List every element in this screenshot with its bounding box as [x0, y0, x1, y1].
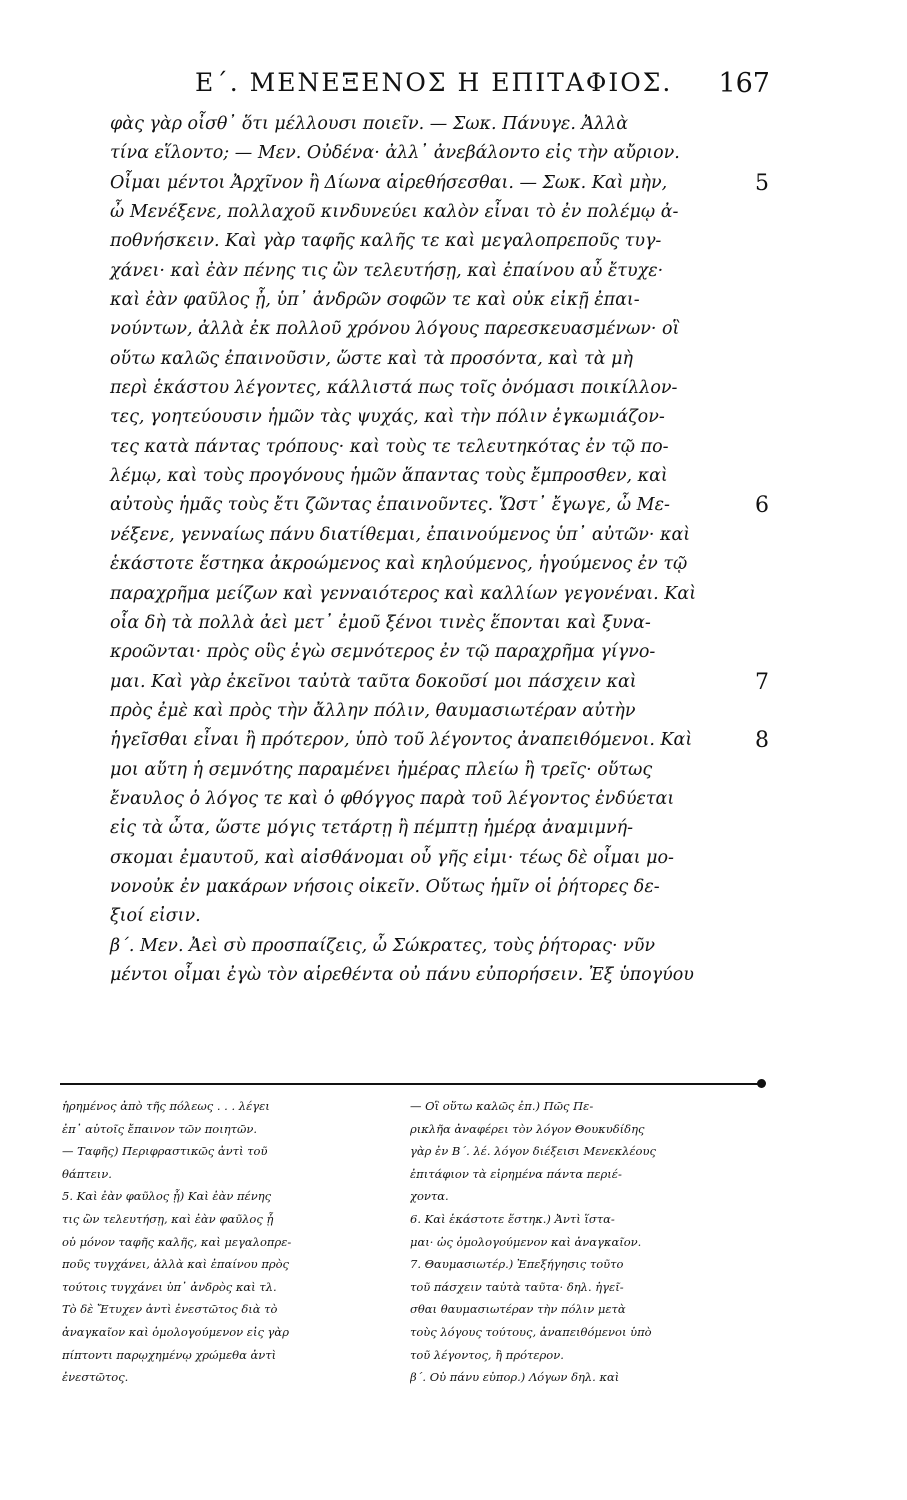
footnote-line: 6. Καὶ ἑκάστοτε ἕστηκ.) Ἀντὶ ἵστα- — [410, 1211, 615, 1226]
footnote-line: μαι· ὡς ὁμολογούμενον καὶ ἀναγκαῖον. — [410, 1234, 642, 1249]
text-line: τες, γοητεύουσιν ἡμῶν τὰς ψυχάς, καὶ τὴν πόλιν ἐγκωμιάζον- — [110, 407, 665, 428]
text-line: περὶ ἑκάστου λέγοντες, κάλλιστά πως τοῖς ὀνόμασι ποικίλλον- — [110, 378, 678, 399]
text-line: λέμῳ, καὶ τοὺς προγόνους ἡμῶν ἅπαντας τοὺς ἔμπροσθεν, καὶ — [110, 466, 668, 487]
footnote-line: οὐ μόνον ταφῆς καλῆς, καὶ μεγαλοπρε- — [62, 1234, 292, 1249]
footnote-line: θάπτειν. — [62, 1166, 112, 1181]
text-line: ὦ Μενέξενε, πολλαχοῦ κινδυνεύει καλὸν εἶναι τὸ ἐν πολέμῳ ἀ- — [110, 202, 679, 223]
text-line: αὐτοὺς ἡμᾶς τοὺς ἔτι ζῶντας ἐπαινοῦντες. Ὥστ᾽ ἔγωγε, ὦ Με- 6 — [110, 491, 750, 520]
section-number: 6 — [755, 493, 769, 519]
text-line: ἔναυλος ὁ λόγος τε καὶ ὁ φθόγγος παρὰ τοῦ λέγοντος ἐνδύεται — [110, 788, 675, 809]
text-line: μέντοι οἶμαι ἐγὼ τὸν αἱρεθέντα οὐ πάνυ εὐπορήσειν. Ἐξ ὑπογύου — [110, 964, 694, 985]
footnote-line: — Ταφῆς) Περιφραστικῶς ἀντὶ τοῦ — [62, 1144, 268, 1159]
text-line: πρὸς ἐμὲ καὶ πρὸς τὴν ἄλλην πόλιν, θαυμασιωτέραν αὐτὴν — [110, 700, 636, 721]
footnote-rule — [60, 1083, 760, 1085]
footnote-line: ἐπ᾽ αὐτοῖς ἔπαινον τῶν ποιητῶν. — [62, 1121, 258, 1136]
footnote-line: 5. Καὶ ἐὰν φαῦλος ᾖ) Καὶ ἐὰν πένης — [62, 1189, 272, 1204]
text-line: οὕτω καλῶς ἐπαινοῦσιν, ὥστε καὶ τὰ προσόντα, καὶ τὰ μὴ — [110, 348, 634, 369]
footnote-line: τοῦ λέγοντος, ἢ πρότερον. — [410, 1347, 564, 1362]
footnote-line: τοὺς λόγους τούτους, ἀναπειθόμενοι ὑπὸ — [410, 1324, 652, 1339]
footnote-line: ρικλῆα ἀναφέρει τὸν λόγον Θουκυδίδης — [410, 1121, 645, 1136]
section-number: 7 — [755, 669, 769, 695]
page-header — [110, 62, 770, 102]
footnote-line: ποῦς τυγχάνει, ἀλλὰ καὶ ἐπαίνου πρὸς — [62, 1257, 289, 1272]
main-text — [110, 110, 769, 990]
footnote-line: τούτοις τυγχάνει ὑπ᾽ ἀνδρὸς καὶ τλ. — [62, 1279, 277, 1294]
text-line: εἰς τὰ ὦτα, ὥστε μόγις τετάρτῃ ἢ πέμπτῃ ἡμέρᾳ ἀναμιμνή- — [110, 818, 633, 839]
text-line: κροῶνται· πρὸς οὓς ἐγὼ σεμνότερος ἐν τῷ παραχρῆμα γίγνο- — [110, 642, 656, 663]
footnote-line: — Οἳ οὕτω καλῶς ἐπ.) Πῶς Πε- — [410, 1099, 594, 1113]
text-line: φὰς γὰρ οἶσθ᾽ ὅτι μέλλουσι ποιεῖν. — Σωκ. Πάνυγε. Ἀλλὰ — [110, 114, 629, 134]
footnote-line: σθαι θαυμασιωτέραν τὴν πόλιν μετὰ — [410, 1302, 626, 1317]
footnote-line: γὰρ ἐν Β΄. λέ. λόγον διέξεισι Μενεκλέους — [410, 1144, 656, 1159]
footnote-line: τοῦ πάσχειν ταὐτὰ ταῦτα· δηλ. ἡγεῖ- — [410, 1279, 624, 1294]
page-number: 167 — [718, 68, 770, 99]
text-line: νονοὐκ ἐν μακάρων νήσοις οἰκεῖν. Οὕτως ἡμῖν οἱ ῥήτορες δε- — [110, 876, 660, 897]
text-line: μαι. Καὶ γὰρ ἐκεῖνοι ταὐτὰ ταῦτα δοκοῦσί μοι πάσχειν καὶ 7 — [110, 668, 750, 697]
text-line: β΄. Μεν. Ἀεὶ σὺ προσπαίζεις, ὦ Σώκρατες, τοὺς ῥήτορας· νῦν — [110, 935, 655, 956]
running-title: Ε΄. ΜΕΝΕΞΕΝΟΣ Η ΕΠΙΤΑΦΙΟΣ. — [195, 68, 673, 97]
footnotes-left-column — [62, 1095, 392, 1389]
footnote-line: χοντα. — [410, 1189, 449, 1204]
text-line: σκομαι ἐμαυτοῦ, καὶ αἰσθάνομαι οὗ γῆς εἰμι· τέως δὲ οἶμαι μο- — [110, 847, 674, 868]
text-line: καὶ ἐὰν φαῦλος ᾖ, ὑπ᾽ ἀνδρῶν σοφῶν τε καὶ οὐκ εἰκῇ ἐπαι- — [110, 290, 640, 311]
footnote-line: Τὸ δὲ Ἔτυχεν ἀντὶ ἐνεστῶτος διὰ τὸ — [62, 1302, 278, 1317]
footnote-line: β΄. Οὐ πάνυ εὐπορ.) Λόγων δηλ. καὶ — [410, 1370, 620, 1385]
text-line: χάνει· καὶ ἐὰν πένης τις ὢν τελευτήσῃ, καὶ ἐπαίνου αὖ ἔτυχε· — [110, 260, 664, 281]
text-line: νούντων, ἀλλὰ ἐκ πολλοῦ χρόνου λόγους παρεσκευασμένων· οἳ — [110, 319, 680, 340]
footnote-line: ἐπιτάφιον τὰ εἰρημένα πάντα περιέ- — [410, 1166, 622, 1181]
text-line: μοι αὕτη ἡ σεμνότης παραμένει ἡμέρας πλείω ἢ τρεῖς· οὕτως — [110, 759, 653, 780]
text-line: οἷα δὴ τὰ πολλὰ ἀεὶ μετ᾽ ἐμοῦ ξένοι τινὲς ἕπονται καὶ ξυνα- — [110, 612, 651, 633]
footnote-line: ἀναγκαῖον καὶ ὁμολογούμενον εἰς γὰρ — [62, 1324, 289, 1339]
text-line: ποθνήσκειν. Καὶ γὰρ ταφῆς καλῆς τε καὶ μεγαλοπρεποῦς τυγ- — [110, 231, 662, 252]
footnote-line: ἡρημένος ἀπὸ τῆς πόλεως . . . λέγει — [62, 1099, 270, 1113]
text-line: Οἶμαι μέντοι Ἀρχῖνον ἢ Δίωνα αἱρεθήσεσθαι. — Σωκ. Καὶ μὴν, 5 — [110, 169, 750, 198]
footnote-line: ἐνεστῶτος. — [62, 1370, 129, 1385]
rule-ornament — [757, 1079, 766, 1088]
text-line: παραχρῆμα μείζων καὶ γενναιότερος καὶ καλλίων γεγονέναι. Καὶ — [110, 583, 697, 604]
text-line: νέξενε, γενναίως πάνυ διατίθεμαι, ἐπαινούμενος ὑπ᾽ αὐτῶν· καὶ — [110, 524, 691, 545]
text-line: ἑκάστοτε ἕστηκα ἀκροώμενος καὶ κηλούμενος, ἡγούμενος ἐν τῷ — [110, 554, 688, 575]
text-line: ξιοί εἰσιν. — [110, 906, 201, 927]
text-line: τες κατὰ πάντας τρόπους· καὶ τοὺς τε τελευτηκότας ἐν τῷ πο- — [110, 436, 669, 457]
footnote-line: τις ὢν τελευτήσῃ, καὶ ἐὰν φαῦλος ᾖ — [62, 1211, 274, 1226]
text-line: ἡγεῖσθαι εἶναι ἢ πρότερον, ὑπὸ τοῦ λέγοντος ἀναπειθόμενοι. Καὶ 8 — [110, 726, 750, 755]
section-number: 5 — [755, 170, 769, 196]
text-line: τίνα εἵλοντο; — Μεν. Οὐδένα· ἀλλ᾽ ἀνεβάλοντο εἰς τὴν αὔριον. — [110, 143, 680, 164]
section-number: 8 — [755, 728, 769, 754]
footnote-line: πίπτοντι παρῳχημένῳ χρώμεθα ἀντὶ — [62, 1347, 277, 1362]
footnotes-right-column — [410, 1095, 766, 1389]
footnote-line: 7. Θαυμασιωτέρ.) Ἐπεξήγησις τοῦτο — [410, 1257, 624, 1272]
